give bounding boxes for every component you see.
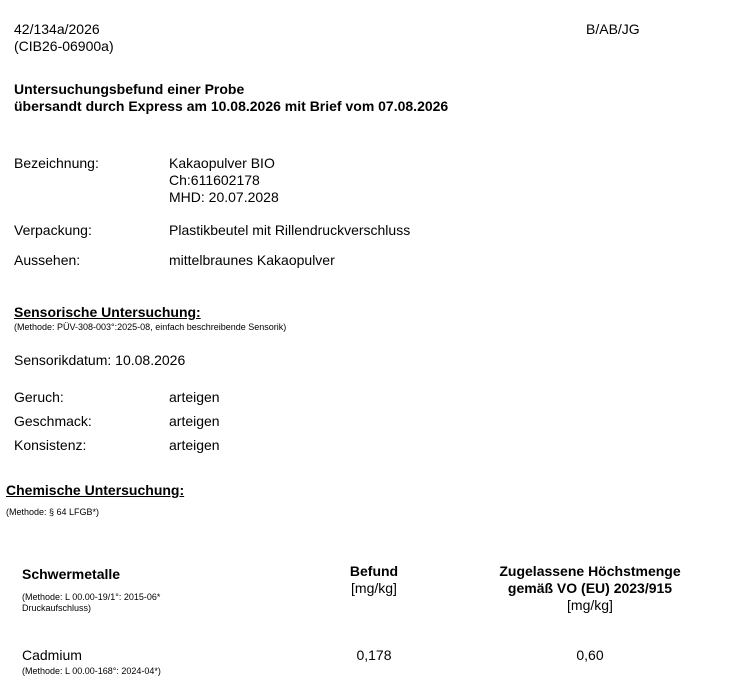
report-initials: B/AB/JG xyxy=(586,21,640,37)
report-reference-code: (CIB26-06900a) xyxy=(14,38,114,54)
table-header-method-line-1: (Methode: L 00.00-19/1°: 2015-06* xyxy=(22,592,161,602)
bezeichnung-label: Bezeichnung: xyxy=(14,155,99,171)
report-title: Untersuchungsbefund einer Probe xyxy=(14,81,245,97)
sensory-heading: Sensorische Untersuchung: xyxy=(14,304,201,320)
bezeichnung-line-3: MHD: 20.07.2028 xyxy=(169,189,279,205)
verpackung-value: Plastikbeutel mit Rillendruckverschluss xyxy=(169,222,411,238)
table-row-limit: 0,60 xyxy=(576,647,604,663)
table-header-befund: Befund xyxy=(349,563,399,579)
sensory-label-geschmack: Geschmack: xyxy=(14,413,92,429)
table-header-limit-line-2: gemäß VO (EU) 2023/915 xyxy=(507,580,673,596)
table-header-befund-unit: [mg/kg] xyxy=(351,580,397,596)
chemical-heading: Chemische Untersuchung: xyxy=(6,482,185,498)
table-header-limit-unit: [mg/kg] xyxy=(567,597,613,613)
sensory-date: Sensorikdatum: 10.08.2026 xyxy=(14,352,186,368)
sensory-value-geruch: arteigen xyxy=(169,389,220,405)
verpackung-label: Verpackung: xyxy=(14,222,92,238)
table-header-schwermetalle: Schwermetalle xyxy=(22,566,121,582)
report-reference: 42/134a/2026 xyxy=(14,21,100,37)
bezeichnung-line-2: Ch:611602178 xyxy=(169,172,260,188)
sensory-method: (Methode: PÜV-308-003°:2025-08, einfach beschreibende Sensorik) xyxy=(14,322,287,332)
report-subtitle: übersandt durch Express am 10.08.2026 mit Brief vom 07.08.2026 xyxy=(14,98,449,114)
table-row-befund: 0,178 xyxy=(356,647,392,663)
table-row-name: Cadmium xyxy=(22,647,82,663)
sensory-label-konsistenz: Konsistenz: xyxy=(14,437,87,453)
sensory-label-geruch: Geruch: xyxy=(14,389,64,405)
table-header-method-line-2: Druckaufschluss) xyxy=(22,603,92,613)
aussehen-label: Aussehen: xyxy=(14,252,81,268)
sensory-value-geschmack: arteigen xyxy=(169,413,220,429)
chemical-method: (Methode: § 64 LFGB*) xyxy=(6,507,100,517)
aussehen-value: mittelbraunes Kakaopulver xyxy=(169,252,335,268)
table-header-limit-line-1: Zugelassene Höchstmenge xyxy=(499,563,681,579)
sensory-value-konsistenz: arteigen xyxy=(169,437,220,453)
bezeichnung-line-1: Kakaopulver BIO xyxy=(169,155,275,171)
table-row-method: (Methode: L 00.00-168°: 2024-04*) xyxy=(22,666,161,676)
